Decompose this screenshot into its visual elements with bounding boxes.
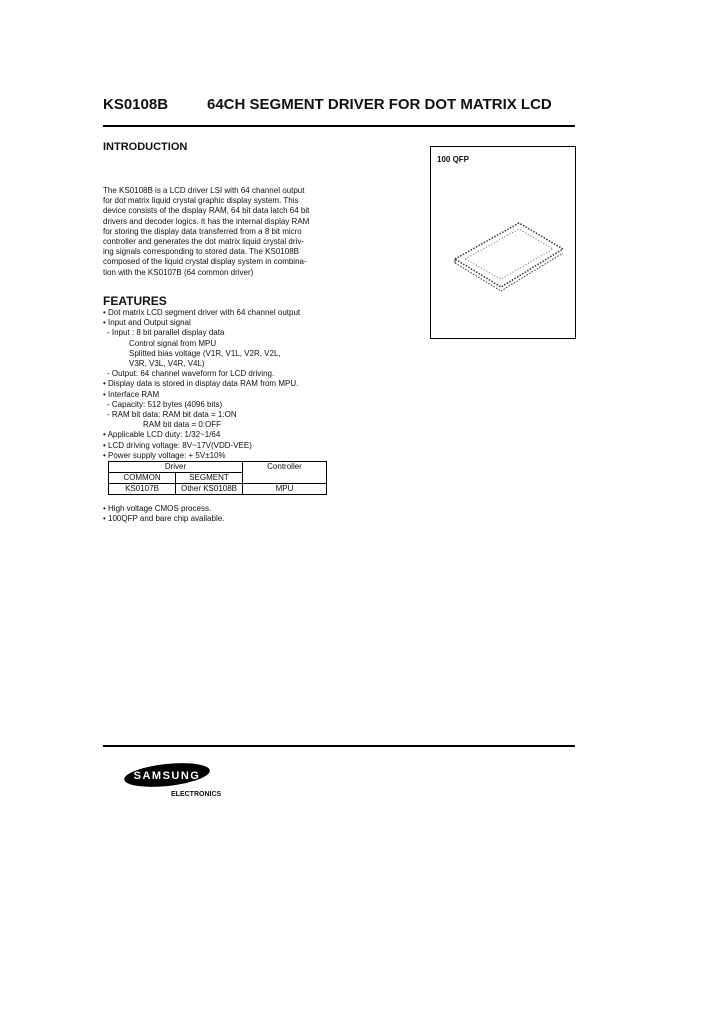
table-header-segment: SEGMENT [176, 473, 243, 484]
features-list [103, 308, 300, 461]
table-cell: KS0107B [109, 484, 176, 495]
feature-item: - RAM bit data: RAM bit data = 1:ON [107, 410, 237, 420]
feature-item: Control signal from MPU [129, 338, 217, 348]
features-list-continued [103, 504, 224, 524]
features-heading: FEATURES [103, 294, 167, 308]
text-line: for storing the display data transferred from a 8 bit micro [103, 226, 302, 236]
package-figure [430, 146, 576, 339]
feature-item: • 100QFP and bare chip available. [103, 514, 225, 524]
table-cell: Other KS0108B [176, 484, 243, 495]
text-line: device consists of the display RAM, 64 bit data latch 64 bit [103, 206, 310, 216]
table-header-controller: Controller [243, 462, 327, 484]
text-line: ing signals corresponding to stored data. The KS0108B [103, 247, 299, 257]
feature-item: - Input : 8 bit parallel display data [107, 328, 225, 338]
feature-item: • Dot matrix LCD segment driver with 64 channel output [103, 308, 301, 317]
feature-item: - Capacity: 512 bytes (4096 bits) [107, 399, 223, 409]
intro-paragraph [103, 186, 333, 278]
feature-item: RAM bit data = 0:OFF [143, 420, 222, 430]
page-title: 64CH SEGMENT DRIVER FOR DOT MATRIX LCD [207, 96, 552, 113]
feature-item: Splitted bias voltage (V1R, V1L, V2R, V2L, [129, 348, 281, 358]
samsung-electronics-label: ELECTRONICS [171, 791, 222, 798]
footer-rule [103, 745, 575, 747]
feature-item: • Power supply voltage: + 5V±10% [103, 450, 226, 460]
text-line: drivers and decoder logics. It has the internal display RAM [103, 216, 310, 226]
feature-item: • High voltage CMOS process. [103, 504, 212, 513]
table-header-common: COMMON [109, 473, 176, 484]
text-line: for dot matrix liquid crystal graphic display system. This [103, 196, 299, 206]
table-header-driver: Driver [109, 462, 243, 473]
package-label: 100 QFP [437, 155, 470, 164]
table-cell: MPU [243, 484, 327, 495]
feature-item: - Output: 64 channel waveform for LCD driving. [107, 369, 275, 379]
feature-item: • Display data is stored in display data RAM from MPU. [103, 379, 299, 389]
intro-heading: INTRODUCTION [103, 141, 188, 153]
chip-name: KS0108B [103, 96, 169, 113]
feature-item: • Input and Output signal [103, 318, 191, 328]
driver-table [108, 461, 327, 495]
feature-item: • Applicable LCD duty: 1/32~1/64 [103, 430, 221, 440]
feature-item: • Interface RAM [103, 389, 160, 399]
feature-item: V3R, V3L, V4R, V4L) [129, 359, 205, 369]
text-line: controller and generates the dot matrix liquid crystal driv- [103, 237, 304, 247]
text-line: composed of the liquid crystal display system in combina- [103, 257, 307, 267]
svg-text:SAMSUNG: SAMSUNG [133, 770, 201, 782]
text-line: tion with the KS0107B (64 common driver) [103, 267, 254, 277]
samsung-logo [123, 762, 211, 788]
header-rule [103, 125, 575, 127]
feature-item: • LCD driving voltage: 8V~17V(VDD-VEE) [103, 440, 252, 450]
qfp-chip-illustration [451, 217, 566, 297]
text-line: The KS0108B is a LCD driver LSI with 64 channel output [103, 186, 305, 195]
